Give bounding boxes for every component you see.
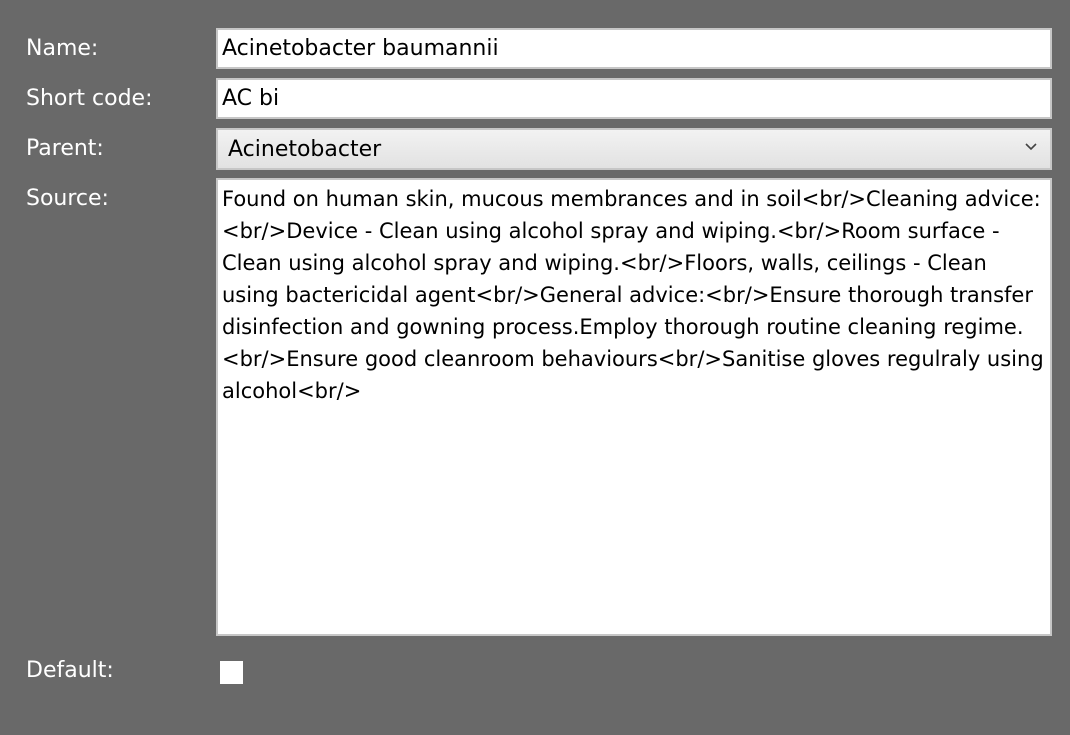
parent-label: Parent:: [26, 136, 104, 161]
short-code-input[interactable]: [216, 78, 1052, 119]
short-code-label: Short code:: [26, 86, 153, 111]
source-label: Source:: [26, 186, 109, 211]
default-label: Default:: [26, 658, 114, 683]
parent-select[interactable]: [216, 128, 1052, 170]
parent-select-value: Acinetobacter: [228, 137, 382, 162]
chevron-down-icon: [1024, 142, 1038, 152]
name-label: Name:: [26, 36, 99, 61]
name-input[interactable]: [216, 28, 1052, 69]
default-checkbox[interactable]: [220, 661, 243, 684]
source-textarea[interactable]: [216, 178, 1052, 636]
